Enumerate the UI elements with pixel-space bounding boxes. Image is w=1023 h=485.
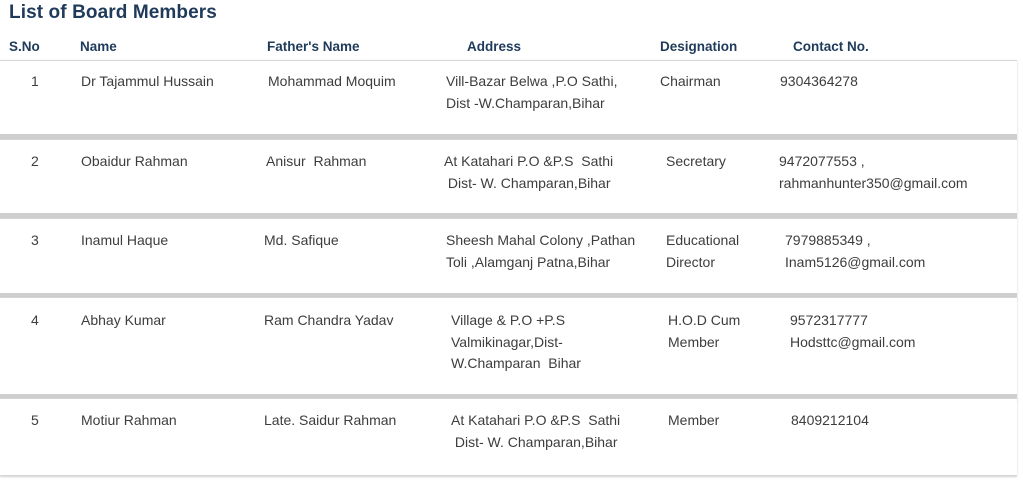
cell-designation: Educational [666, 232, 740, 248]
cell-father-name: Late. Saidur Rahman [264, 412, 397, 428]
cell-contact: 8409212104 [791, 412, 869, 428]
header-contact: Contact No. [793, 39, 869, 54]
cell-contact-email: Hodsttc@gmail.com [790, 333, 916, 350]
cell-name: Inamul Haque [81, 232, 169, 248]
cell-father-name: Md. Safique [264, 232, 339, 248]
header-name: Name [80, 39, 117, 54]
cell-address-line: Toli ,Alamganj Patna,Bihar [446, 253, 611, 270]
cell-name: Dr Tajammul Hussain [81, 73, 214, 89]
header-father-name: Father's Name [267, 39, 360, 54]
cell-contact: 9472077553 , [779, 153, 865, 169]
cell-designation: Director [666, 253, 716, 270]
cell-designation: H.O.D Cum [668, 312, 741, 328]
cell-designation: Chairman [660, 73, 721, 89]
cell-address-line: At Katahari P.O &P.S Sathi [451, 412, 621, 428]
header-address: Address [467, 39, 522, 54]
cell-sno: 2 [31, 153, 39, 169]
cell-contact: 7979885349 , [785, 232, 871, 248]
cell-sno: 4 [31, 312, 39, 328]
cell-sno: 3 [31, 232, 39, 248]
cell-contact: 9304364278 [780, 73, 858, 89]
cell-sno: 5 [31, 412, 39, 428]
cell-address-line: Valmikinagar,Dist- [451, 333, 563, 350]
cell-sno: 1 [31, 73, 39, 89]
cell-designation: Secretary [666, 153, 726, 169]
cell-address-line: Sheesh Mahal Colony ,Pathan [446, 232, 636, 248]
header-sno: S.No [9, 39, 40, 54]
cell-address-line: Dist -W.Champaran,Bihar [446, 94, 605, 111]
cell-address-line: Dist- W. Champaran,Bihar [444, 174, 611, 191]
cell-contact: 9572317777 [790, 312, 868, 328]
cell-address-line: At Katahari P.O &P.S Sathi [444, 153, 614, 169]
table-row [0, 60, 1017, 140]
table-row [0, 297, 1017, 400]
cell-name: Obaidur Rahman [81, 153, 188, 169]
table-row [0, 398, 1017, 476]
cell-father-name: Anisur Rahman [266, 153, 367, 169]
cell-address-line: W.Champaran Bihar [451, 355, 581, 371]
table-row [0, 218, 1017, 299]
cell-name: Motiur Rahman [81, 412, 177, 428]
cell-address-line: Vill-Bazar Belwa ,P.O Sathi, [446, 73, 618, 89]
cell-contact-email: Inam5126@gmail.com [785, 253, 926, 270]
cell-address-line: Village & P.O +P.S [451, 312, 566, 328]
cell-name: Abhay Kumar [81, 312, 166, 328]
header-designation: Designation [660, 39, 738, 54]
page-title: List of Board Members [9, 2, 217, 23]
cell-designation: Member [668, 333, 720, 350]
cell-address-line: Dist- W. Champaran,Bihar [451, 433, 618, 450]
cell-contact-email: rahmanhunter350@gmail.com [779, 174, 968, 191]
cell-father-name: Mohammad Moquim [268, 73, 396, 89]
cell-designation: Member [668, 412, 720, 428]
table-row [0, 139, 1017, 219]
cell-father-name: Ram Chandra Yadav [264, 312, 394, 328]
